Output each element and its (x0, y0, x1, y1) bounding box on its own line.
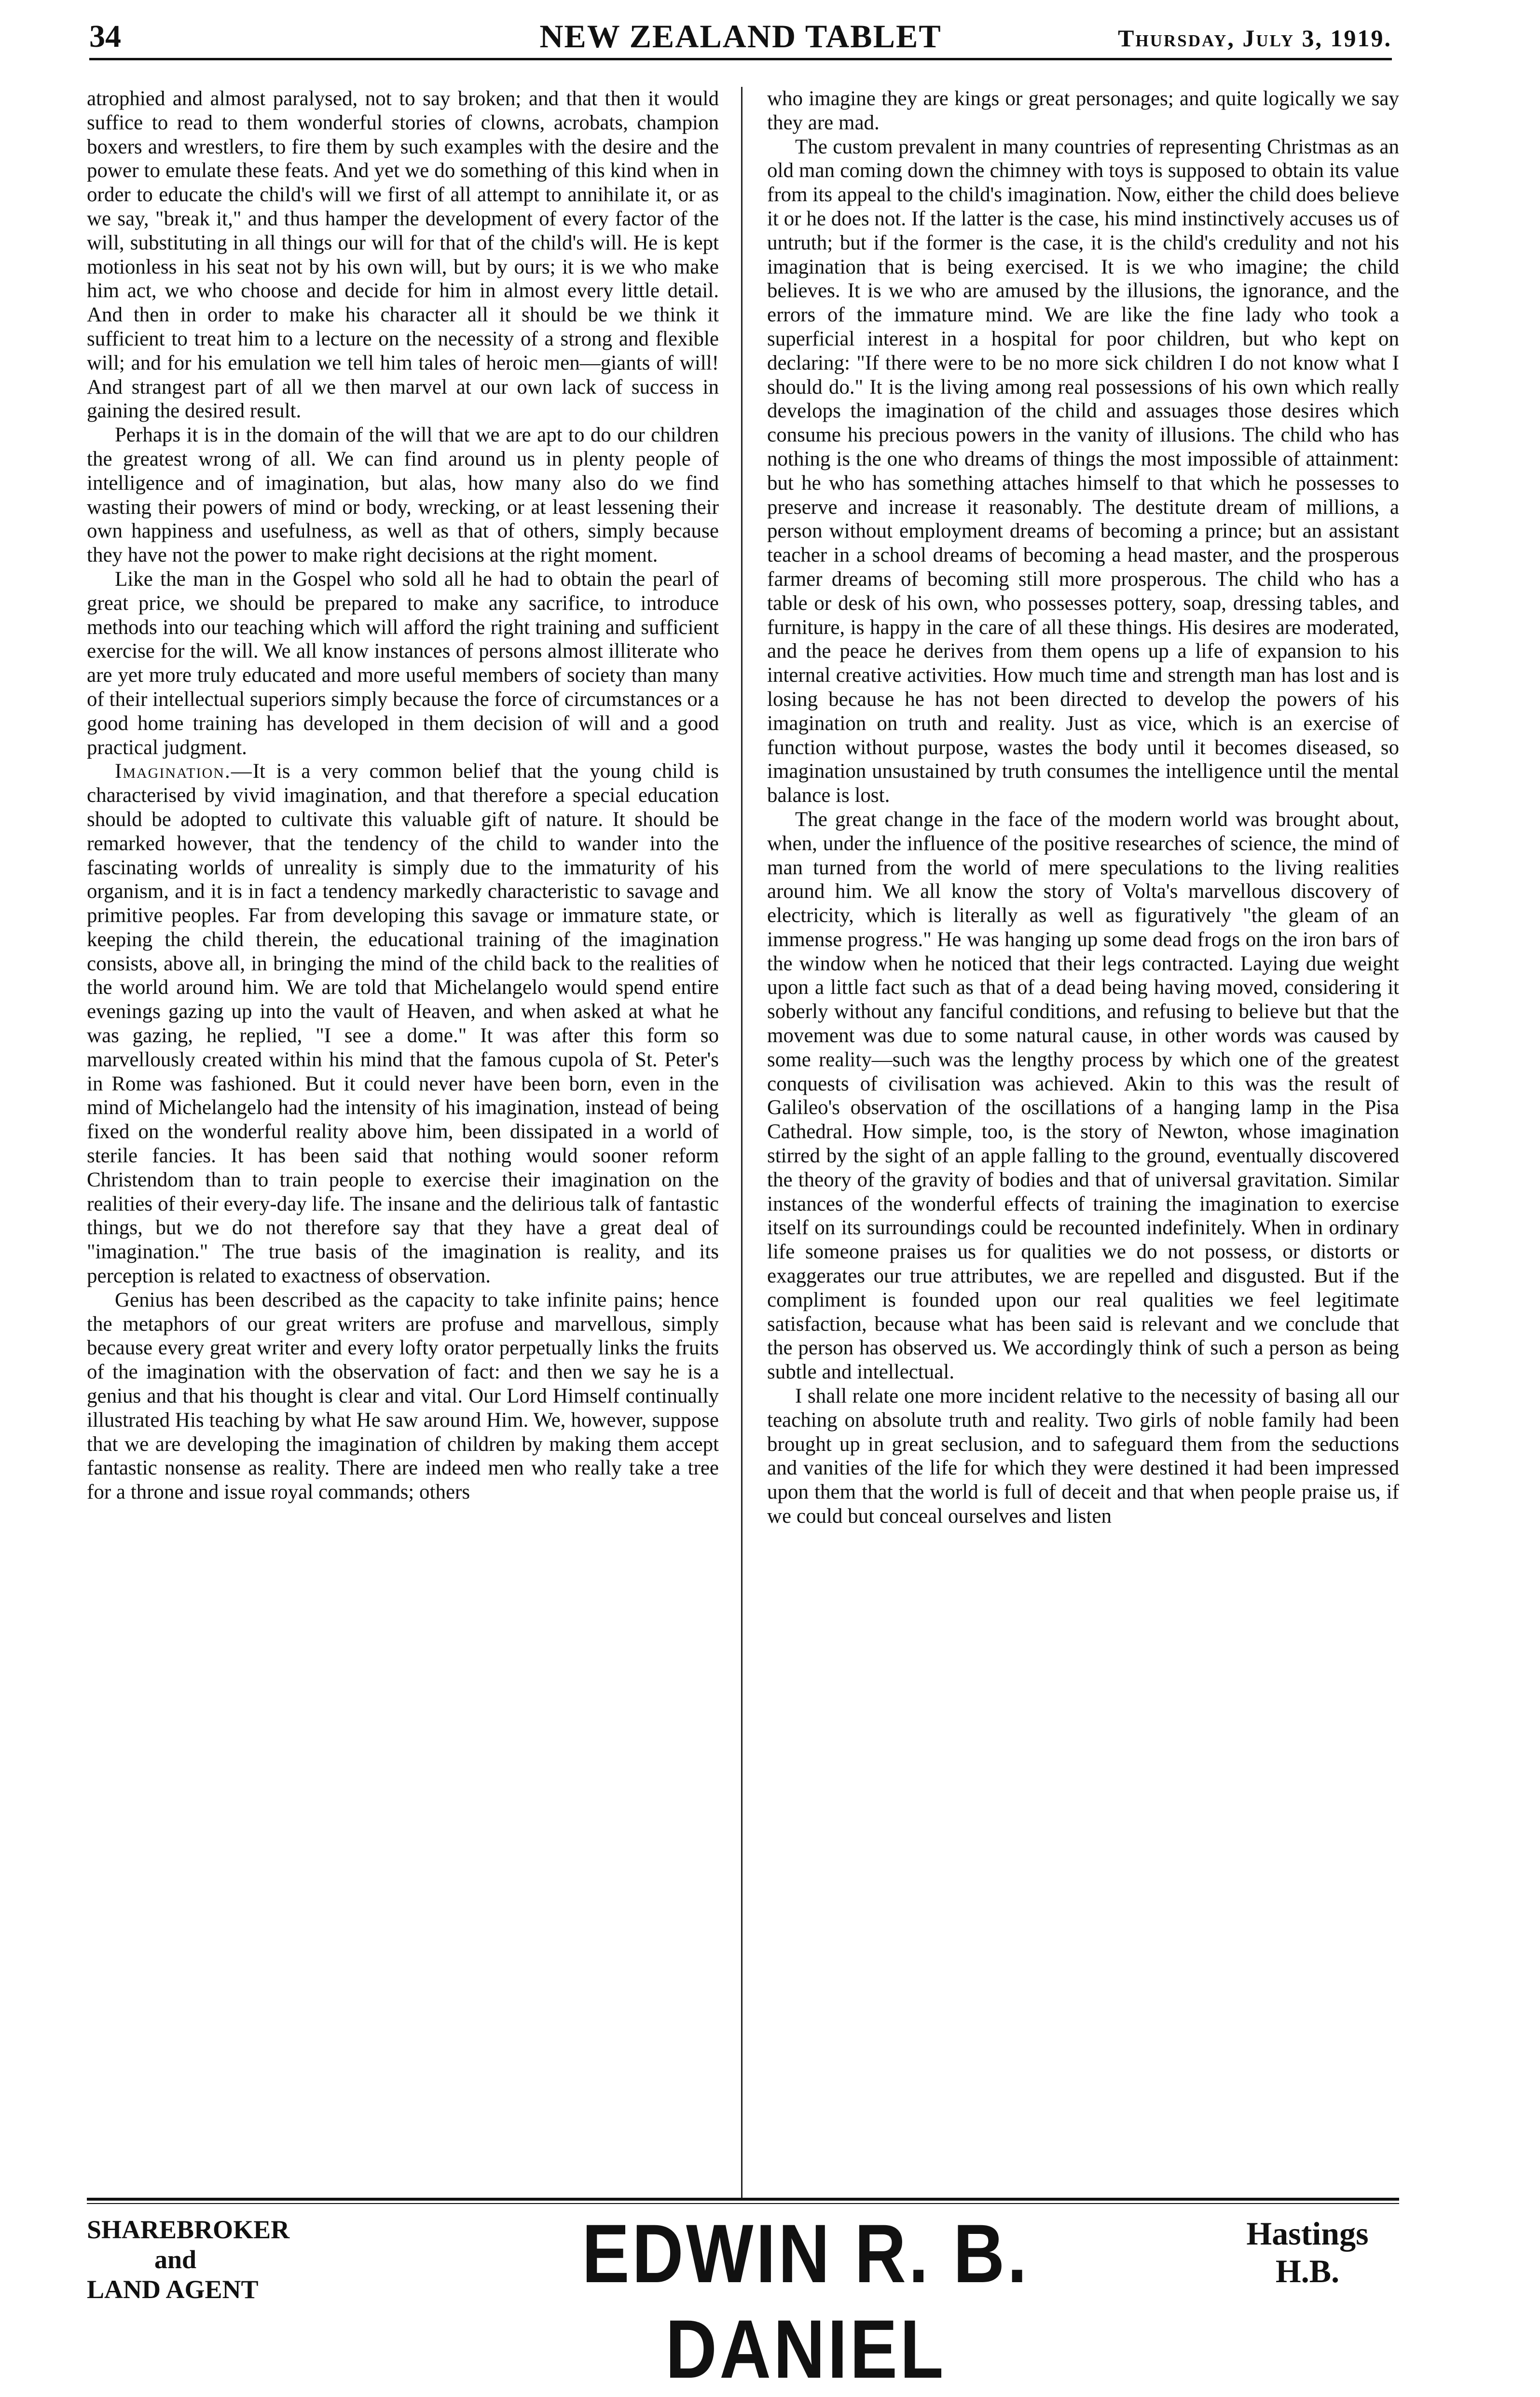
issue-date: Thursday, July 3, 1919. (1118, 25, 1392, 52)
ad-town: Hastings (1246, 2215, 1369, 2252)
page-number: 34 (89, 19, 121, 54)
footer-rule (87, 2198, 1399, 2201)
left-column (87, 87, 719, 2171)
right-column (767, 87, 1399, 2171)
page-header (89, 14, 1392, 60)
paragraph-text: It is a very common belief that the young child is characterised by vivid imagination, and that therefore a special education should be adopted to cultivate this valuable gift of nature. It should be remarked however, that the tendency of the child to wander into the fascinating worlds of unreality is simply due to the immaturity of his organism, and it is in fact a tendency markedly characteristic to savage and primitive peoples. Far from developing this savage or immature state, or keeping the child therein, the educational training of the imagination consists, above all, in bringing the mind of the child back to the realities of the world around him. We are told that Michelangelo would spend entire evenings gazing up into the vault of Heaven, and when asked at what he was gazing, he replied, "I see a dome." It was after this form so marvellously created within his mind that the famous cupola of St. Peter's in Rome was fashioned. But it could never have been born, even in the mind of Michelangelo had the intensity of his imagination, instead of being fixed on the wonderful reality above him, been dissipated in a world of sterile fancies. It has been said that nothing would sooner reform Christendom than to train people to exercise their imagination on the realities of their every-day life. The insane and the delirious talk of fantastic things, but we do not therefore say that they have a great deal of "imagination." The true basis of the imagination is reality, and its perception is related to exactness of observation. (87, 760, 719, 1288)
paragraph: who imagine they are kings or great personages; and quite logically we say they are mad. (767, 87, 1399, 134)
advertiser-name: EDWIN R. B. DANIEL (582, 2207, 1030, 2396)
paragraph: atrophied and almost paralysed, not to say broken; and that then it would suffice to read to them wonderful stories of clowns, acrobats, champion boxers and wrestlers, to fire them by such examples with the desire and the power to emulate these feats. And yet we do something of this kind when in order to educate the child's will we first of all attempt to annihilate it, or as we say, "break it," and thus hamper the development of every factor of the will, substituting in all things our will for that of the child's will. He is kept motionless in his seat not by his own will, but by ours; it is we who make him act, we who choose and decide for him in almost every little detail. And then in order to make his character all it should be we think it sufficient to treat him to a lecture on the necessity of a strong and flexible will; and for his emulation we tell him tales of heroic men—giants of will! And strangest part of all we then marvel at our own lack of success in gaining the desired result. (87, 87, 719, 423)
paragraph-imagination (87, 759, 719, 1288)
ad-conjunction: and (154, 2245, 197, 2274)
ad-region: H.B. (1275, 2253, 1340, 2289)
column-divider (741, 87, 742, 2200)
paragraph: Like the man in the Gospel who sold all he had to obtain the pearl of great price, we should be prepared to make any sacrifice, to introduce methods into our teaching which will afford the right training and sufficient exercise for the will. We all know instances of persons almost illiterate who are yet more truly educated and more useful members of society than many of their intellectual superiors simply because the force of circumstances or a good home training has developed in them decision of will and a good practical judgment. (87, 567, 719, 759)
footer-rule-thin (87, 2203, 1399, 2204)
paragraph: I shall relate one more incident relative to the necessity of basing all our teaching on absolute truth and reality. Two girls of noble family had been brought up in great seclusion, and to safeguard them from the seductions and vanities of the life for which they were destined it had been impressed upon them that the world is full of deceit and that when people praise us, if we could but conceal ourselves and listen (767, 1385, 1399, 1528)
paragraph: The great change in the face of the modern world was brought about, when, under the influence of the positive researches of science, the mind of man turned from the world of mere speculations to the living realities around him. We all know the story of Volta's marvellous discovery of electricity, which is literally as well as figuratively "the gleam of an immense progress." He was hanging up some dead frogs on the iron bars of the window when he noticed that their legs contracted. Laying due weight upon a little fact such as that of a dead being having moved, considering it soberly without any fanciful conditions, and refusing to believe but that the movement was due to some natural cause, in other words was caused by some reality—such was the lengthy process by which one of the greatest conquests of civilisation was achieved. Akin to this was the result of Galileo's observation of the oscillations of a hanging lamp in the Pisa Cathedral. How simple, too, is the story of Newton, whose imagination stirred by the sight of an apple falling to the ground, eventually discovered the theory of the gravity of bodies and that of universal gravitation. Similar instances of the wonderful effects of training the imagination to exercise itself on its surroundings could be recounted indefinitely. When in ordinary life someone praises us for qualities we do not possess, or distorts or exaggerates our true attributes, we are repelled and disgusted. But if the compliment is founded upon our real qualities we feel legitimate satisfaction, because what has been said is relevant and we conclude that the person has observed us. We accordingly think of such a person as being subtle and intellectual. (767, 808, 1399, 1384)
ad-occupation-2: LAND AGENT (87, 2275, 259, 2304)
ad-occupation: SHAREBROKER (87, 2215, 290, 2244)
paragraph: The custom prevalent in many countries of representing Christmas as an old man coming down the chimney with toys is supposed to obtain its value from its appeal to the child's imagination. Now, either the child does believe it or he does not. If the latter is the case, his mind instinctively accuses us of untruth; but if the former is the case, it is the child's credulity and not his imagination that is being exercised. It is we who imagine; the child believes. It is we who are amused by the illusions, the ignorance, and the errors of the immature mind. We are like the fine lady who took a superficial interest in a hospital for poor children, but who kept on declaring: "If there were to be no more sick children I do not know what I should do." It is the living among real possessions of his own which really develops the imagination of the child and assuages those desires which consume his precious powers in the vanity of illusions. The child who has nothing is the one who dreams of things the most impossible of attainment: but he who has something attaches himself to that which he possesses to preserve and increase it reasonably. The destitute dream of millions, a person without employment dreams of becoming a prince; but an assistant teacher in a school dreams of becoming a head master, and the prosperous farmer dreams of becoming still more prosperous. The child who has a table or desk of his own, who possesses pottery, soap, dressing tables, and furniture, is happy in the care of all these things. His desires are moderated, and the peace he derives from them opens up a life of expansion to his internal creative activities. How much time and strength man has lost and is losing because he has not been directed to develop the powers of his imagination on truth and reality. Just as vice, which is an exercise of function without purpose, wastes the body until it becomes diseased, so imagination unsustained by truth consumes the intelligence until the mental balance is lost. (767, 135, 1399, 807)
advertisement-right (1216, 2215, 1399, 2290)
section-heading: Imagination.— (115, 760, 253, 783)
advertisement-left (87, 2215, 357, 2304)
newspaper-title: NEW ZEALAND TABLET (539, 18, 942, 55)
paragraph: Genius has been described as the capacity to take infinite pains; hence the metaphors of our great writers are profuse and marvellous, simply because every great writer and every lofty orator perpetually links the fruits of the imagination with the observation of fact: and then we say he is a genius and that his thought is clear and vital. Our Lord Himself continually illustrated His teaching by what He saw around Him. We, however, suppose that we are developing the imagination of children by making them accept fantastic nonsense as reality. There are indeed men who really take a tree for a throne and issue royal commands; others (87, 1288, 719, 1504)
paragraph: Perhaps it is in the domain of the will that we are apt to do our children the greatest wrong of all. We can find around us in plenty people of intelligence and of imagination, but alas, how many also do we find wasting their powers of mind or body, wrecking, or at least lessening their own happiness and usefulness, as well as that of others, simply because they have not the power to make right decisions at the right moment. (87, 424, 719, 567)
